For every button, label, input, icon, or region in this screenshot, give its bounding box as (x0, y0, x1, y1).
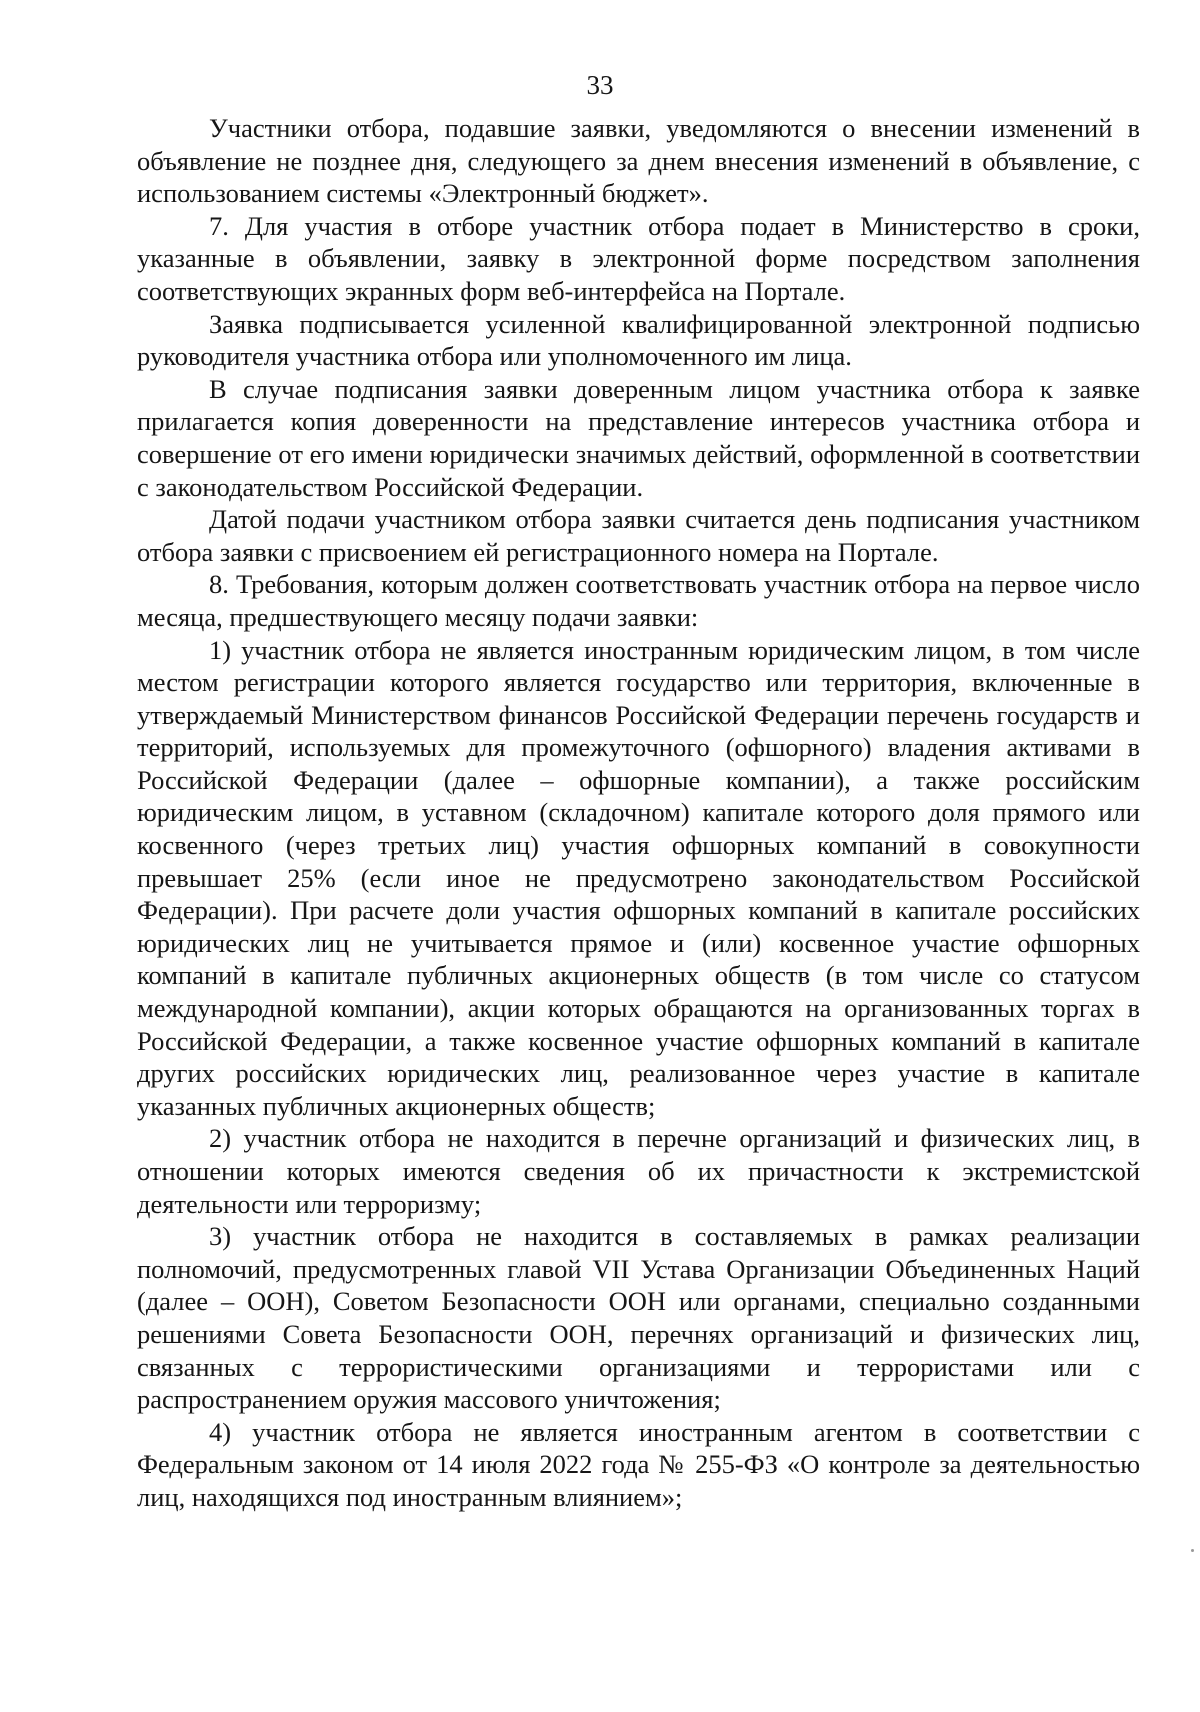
list-item-1-offshore: 1) участник отбора не является иностранным юридическим лицом, в том числе местом регистрации которого является государство или территория, включенные в утверждаемый Министерством финансов Российской Федерации перечень государств и территорий, используемых для промежуточного (офшорного) владения активами в Российской Федерации (далее – офшорные компании), а также российским юридическим лицом, в уставном (складочном) капитале которого доля прямого или косвенного (через третьих лиц) участия офшорных компаний в совокупности превышает 25% (если иное не предусмотрено законодательством Российской Федерации). При расчете доли участия офшорных компаний в капитале российских юридических лиц не учитывается прямое и (или) косвенное участие офшорных компаний в капитале публичных акционерных обществ (в том числе со статусом международной компании), акции которых обращаются на организованных торгах в Российской Федерации, а также косвенное участие офшорных компаний в капитале других российских юридических лиц, реализованное через участие в капитале указанных публичных акционерных обществ; (137, 634, 1140, 1121)
paragraph-signature: Заявка подписывается усиленной квалифицированной электронной подписью руководителя участника отбора или уполномоченного им лица. (137, 308, 1140, 372)
page-number: 33 (586, 70, 614, 100)
paragraph-notification: Участники отбора, подавшие заявки, уведомляются о внесении изменений в объявление не позднее дня, следующего за днем внесения изменений в объявление, с использованием системы «Электронный бюджет». (137, 113, 1140, 209)
paragraph-power-of-attorney: В случае подписания заявки доверенным лицом участника отбора к заявке прилагается копия доверенности на представление интересов участника отбора и совершение от его имени юридически значимых действий, оформленной в соответствии с законодательством Российской Федерации. (137, 373, 1140, 502)
list-item-3-un-lists: 3) участник отбора не находится в составляемых в рамках реализации полномочий, предусмотренных главой VII Устава Организации Объединенных Наций (далее – ООН), Советом Безопасности ООН или органами, специально созданными решениями Совета Безопасности ООН, перечнях организаций и физических лиц, связанных с террористическими организациями и террористами или с распространением оружия массового уничтожения; (137, 1221, 1140, 1415)
paragraph-submission-date: Датой подачи участником отбора заявки считается день подписания участником отбора заявки с присвоением ей регистрационного номера на Портале. (137, 504, 1140, 567)
paragraph-8-requirements: 8. Требования, которым должен соответствовать участник отбора на первое число месяца, предшествующего месяцу подачи заявки: (137, 569, 1140, 632)
paragraph-7-application: 7. Для участия в отборе участник отбора подает в Министерство в сроки, указанные в объявлении, заявку в электронной форме посредством заполнения соответствующих экранных форм веб-интерфейса на Портале. (137, 210, 1140, 306)
document-body (137, 112, 1140, 1514)
list-item-2-extremism: 2) участник отбора не находится в перечне организаций и физических лиц, в отношении которых имеются сведения об их причастности к экстремистской деятельности или терроризму; (137, 1123, 1140, 1219)
list-item-4-foreign-agent: 4) участник отбора не является иностранным агентом в соответствии с Федеральным законом от 14 июля 2022 года № 255-ФЗ «О контроле за деятельностью лиц, находящихся под иностранным влиянием»; (137, 1416, 1140, 1512)
scan-artifact (1191, 1549, 1194, 1552)
